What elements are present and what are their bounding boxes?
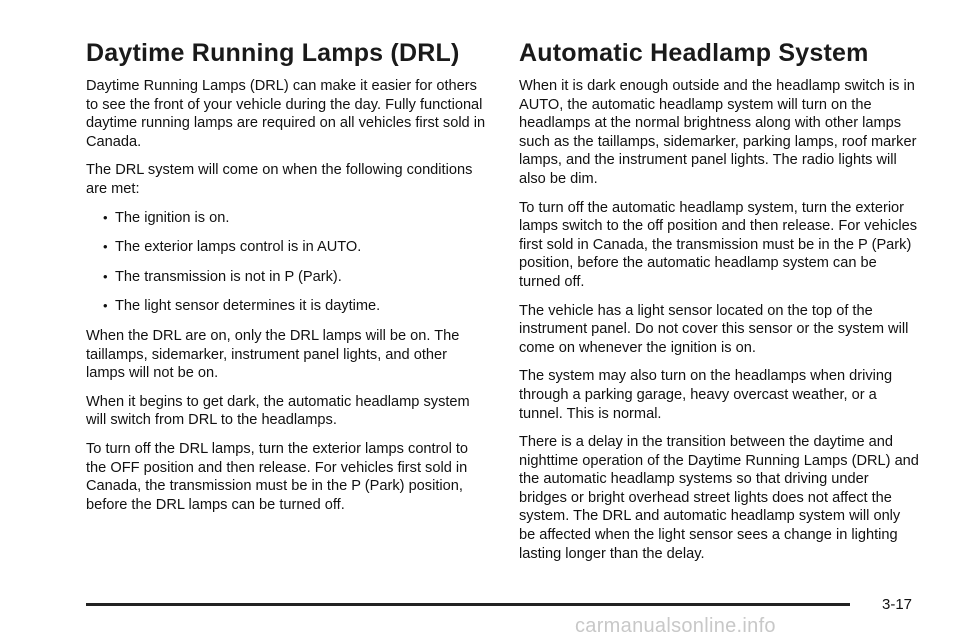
bullet-icon: • [103,239,108,255]
drl-on-paragraph: When the DRL are on, only the DRL lamps will be on. The taillamps, sidemarker, instrument panel lights, and other lamps will not be on. [86,327,460,382]
list-item: • The light sensor determines it is daytime. [103,298,381,315]
footer-rule [86,603,850,606]
watermark: carmanualsonline.info [575,615,776,637]
auto-headlamp-heading: Automatic Headlamp System [519,39,869,67]
left-column [86,38,486,524]
auto-headlamp-turn-off-paragraph: To turn off the automatic headlamp system, turn the exterior lamps switch to the off position and then release. For vehicles first sold in Canada, the transmission must be in the P (Park) position, before the automatic headlamp system can be turned off. [519,199,918,290]
drl-intro-paragraph: Daytime Running Lamps (DRL) can make it easier for others to see the front of your vehicle during the day. Fully functional daytime running lamps are required on all vehicles first sold in Canada. [86,78,486,150]
bullet-icon: • [103,298,108,314]
list-item: • The exterior lamps control is in AUTO. [103,239,362,256]
bullet-icon: • [103,209,108,225]
drl-conditions-list [86,209,486,316]
light-sensor-paragraph: The vehicle has a light sensor located on the top of the instrument panel. Do not cover this sensor or the system will come on whenever the ignition is on. [519,302,909,356]
list-item: • The ignition is on. [103,209,230,226]
list-item: • The transmission is not in P (Park). [103,268,342,285]
delay-paragraph: There is a delay in the transition between the daytime and nighttime operation of the Daytime Running Lamps (DRL) and the automatic headlamp systems so that driving under bridges or bright overhead street lights does not affect the system. The DRL and automatic headlamp system will only be affected when the light sensor sees a change in lighting lasting longer than the delay. [519,434,919,562]
garage-paragraph: The system may also turn on the headlamps when driving through a parking garage, heavy overcast weather, or a tunnel. This is normal. [519,368,893,422]
drl-dark-paragraph: When it begins to get dark, the automatic headlamp system will switch from DRL to the headlamps. [86,393,470,429]
page-number: 3-17 [882,596,913,613]
drl-heading: Daytime Running Lamps (DRL) [86,39,460,67]
right-column [519,38,919,573]
auto-headlamp-intro-paragraph: When it is dark enough outside and the headlamp switch is in AUTO, the automatic headlamp system will turn on the headlamps at the normal brightness along with other lamps such as the taillamps, sidemarker, parking lamps, roof marker lamps, and the instrument panel lights. The radio lights will also be dim. [519,78,917,187]
drl-conditions-paragraph: The DRL system will come on when the following conditions are met: [86,162,473,197]
bullet-icon: • [103,268,108,284]
drl-turn-off-paragraph: To turn off the DRL lamps, turn the exterior lamps control to the OFF position and then release. For vehicles first sold in Canada, the transmission must be in the P (Park) position, before the DRL lamps can be turned off. [86,440,469,513]
